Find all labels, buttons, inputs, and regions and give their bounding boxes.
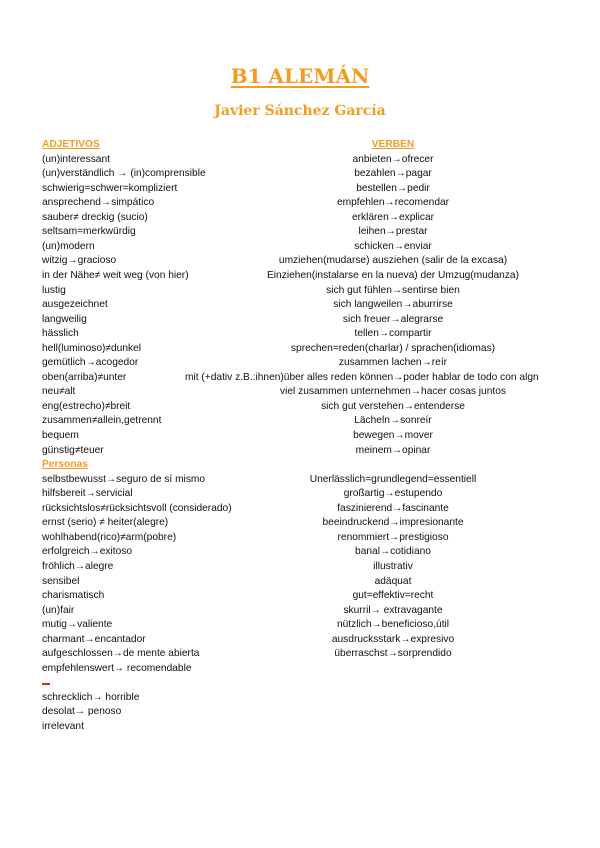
verb-entry: überraschst→sorprendido	[334, 648, 452, 660]
vocab-row	[0, 705, 600, 720]
adjective-entry: charismatisch	[42, 590, 105, 602]
adjective-entry: (un)fair	[42, 604, 75, 616]
verb-entry: tellen→compartir	[354, 328, 432, 340]
verb-entry: empfehlen→recomendar	[336, 197, 450, 209]
vocab-row	[0, 182, 600, 197]
vocab-row	[0, 662, 600, 677]
verb-entry: leihen→prestar	[358, 226, 428, 238]
adjective-entry: sensibel	[42, 575, 80, 587]
adjective-entry: rücksichtslos≠rücksichtsvoll (considerado)	[42, 502, 232, 514]
vocab-row	[0, 604, 600, 619]
adjective-entry: schwierig=schwer=kompliziert	[42, 182, 178, 194]
verb-entry: nützlich→beneficioso,útil	[336, 619, 450, 631]
adjective-entry: selbstbewusst→seguro de sí mismo	[42, 473, 206, 485]
vocab-row	[0, 313, 600, 328]
personas-header: Personas	[42, 459, 88, 471]
vocab-row	[0, 342, 600, 357]
vocab-row	[0, 589, 600, 604]
verb-entry: viel zusammen unternehmen→hacer cosas juntos	[280, 386, 506, 398]
vocab-row	[0, 371, 600, 386]
adjective-entry: mutig→valiente	[42, 619, 113, 631]
vocab-row	[0, 473, 600, 488]
vocab-row	[0, 691, 600, 706]
verb-entry: Unerlässlich=grundlegend=essentiell	[309, 473, 477, 485]
personas-header-row	[0, 458, 600, 473]
verb-entry: großartig→estupendo	[343, 488, 443, 500]
adjective-entry: ansprechend→simpático	[42, 197, 155, 209]
vocab-row	[0, 356, 600, 371]
verb-entry: mit (+dativ z.B.:ihnen)über alles reden können→poder hablar de todo con algn	[185, 371, 539, 383]
verb-entry: gut=effektiv=recht	[352, 590, 434, 602]
vocab-row	[0, 560, 600, 575]
vocab-row	[0, 618, 600, 633]
verb-entry: Einziehen(instalarse en la nueva) der Umzug(mudanza)	[267, 269, 519, 281]
adjective-entry: ausgezeichnet	[42, 299, 108, 311]
vocab-row	[0, 327, 600, 342]
verb-entry: erklären→explicar	[351, 211, 435, 223]
divider-row	[0, 676, 600, 691]
vocab-row	[0, 531, 600, 546]
vocab-row	[0, 414, 600, 429]
adjective-entry: wohlhabend(rico)≠arm(pobre)	[42, 531, 177, 543]
verb-entry: skurril→ extravagante	[343, 604, 443, 616]
adjective-entry: günstig≠teuer	[42, 444, 104, 456]
adjective-entry: neu≠alt	[42, 386, 76, 398]
verb-entry: renommiert→prestigioso	[337, 531, 449, 543]
adjective-entry: hilfsbereit→servicial	[42, 488, 133, 500]
verb-entry: sich freuer→alegrarse	[342, 313, 444, 325]
adjective-entry: bequem	[42, 430, 79, 441]
adjective-entry: eng(estrecho)≠breit	[42, 400, 131, 412]
adjective-entry: empfehlenswert→ recomendable	[42, 662, 192, 674]
vocab-row	[0, 647, 600, 662]
adjetivos-header: ADJETIVOS	[42, 139, 100, 150]
verb-entry: bewegen→mover	[353, 430, 433, 441]
verben-header: VERBEN	[371, 139, 415, 150]
adjective-entry: desolat→ penoso	[42, 706, 122, 718]
adjective-entry: oben(arriba)≠unter	[42, 371, 127, 383]
verb-entry: sich gut fühlen→sentirse bien	[326, 284, 460, 296]
adjective-entry: (un)interessant	[42, 153, 110, 165]
adjective-entry: (un)verständlich → (in)comprensible	[42, 168, 206, 180]
vocab-row	[0, 429, 600, 444]
verb-entry: umziehen(mudarse) ausziehen (salir de la excasa)	[278, 255, 508, 267]
vocab-row	[0, 516, 600, 531]
verb-entry: banal→cotidiano	[355, 546, 431, 558]
section-header-row	[0, 138, 600, 153]
vocab-row	[0, 720, 600, 735]
vocab-row	[0, 633, 600, 648]
vocab-row	[0, 225, 600, 240]
verb-entry: anbieten→ofrecer	[352, 153, 434, 165]
verb-entry: Lächeln→sonreír	[354, 415, 432, 427]
adjective-entry: witzig→gracioso	[42, 255, 117, 267]
adjective-entry: ernst (serio) ≠ heiter(alegre)	[42, 517, 169, 529]
adjective-entry: hässlich	[42, 328, 79, 340]
vocab-row	[0, 153, 600, 168]
vocab-row	[0, 487, 600, 502]
document-title: B1 ALEMÁN	[230, 64, 370, 88]
vocab-row	[0, 269, 600, 284]
vocab-row	[0, 575, 600, 590]
vocab-row	[0, 211, 600, 226]
adjective-entry: sauber≠ dreckig (sucio)	[42, 211, 148, 223]
vocab-row	[0, 545, 600, 560]
verb-entry: adäquat	[374, 575, 412, 587]
vocab-row	[0, 284, 600, 299]
verb-entry: sich gut verstehen→entenderse	[321, 400, 465, 412]
verb-entry: schicken→enviar	[354, 240, 432, 252]
verb-entry: illustrativ	[373, 560, 413, 572]
verb-entry: faszinierend→fascinante	[337, 502, 449, 514]
vocab-row	[0, 196, 600, 211]
verb-entry: sich langweilen→aburrirse	[333, 299, 453, 311]
vocab-row	[0, 400, 600, 415]
adjective-entry: seltsam=merkwürdig	[42, 226, 136, 238]
vocab-row	[0, 254, 600, 269]
vocab-row	[0, 240, 600, 255]
red-dash-marker	[42, 683, 50, 685]
verb-entry: bestellen→pedir	[356, 182, 430, 194]
vocab-row	[0, 385, 600, 400]
adjective-entry: gemütlich→acogedor	[42, 357, 139, 369]
vocab-row	[0, 444, 600, 459]
vocab-row	[0, 502, 600, 517]
adjective-entry: lustig	[42, 284, 66, 296]
verb-entry: ausdrucksstark→expresivo	[331, 633, 455, 645]
vocab-row	[0, 298, 600, 313]
adjective-entry: zusammen≠allein,getrennt	[42, 415, 162, 427]
verb-entry: zusammen lachen→reír	[338, 357, 448, 369]
verb-entry: sprechen=reden(charlar) / sprachen(idiomas)	[290, 342, 496, 354]
verb-entry: bezahlen→pagar	[354, 168, 432, 180]
adjective-entry: irrelevant	[42, 721, 84, 732]
author-name: Javier Sánchez García	[214, 103, 386, 119]
adjective-entry: erfolgreich→exitoso	[42, 546, 133, 558]
adjective-entry: aufgeschlossen→de mente abierta	[42, 648, 200, 660]
adjective-entry: langweilig	[42, 313, 87, 325]
adjective-entry: (un)modern	[42, 240, 95, 252]
adjective-entry: in der Nähe≠ weit weg (von hier)	[42, 269, 189, 281]
adjective-entry: schrecklich→ horrible	[42, 691, 140, 703]
adjective-entry: fröhlich→alegre	[42, 560, 114, 572]
adjective-entry: hell(luminoso)≠dunkel	[42, 342, 142, 354]
vocab-row	[0, 167, 600, 182]
adjective-entry: charmant→encantador	[42, 633, 146, 645]
verb-entry: beeindruckend→impresionante	[322, 517, 464, 529]
verb-entry: meinem→opinar	[355, 444, 431, 456]
